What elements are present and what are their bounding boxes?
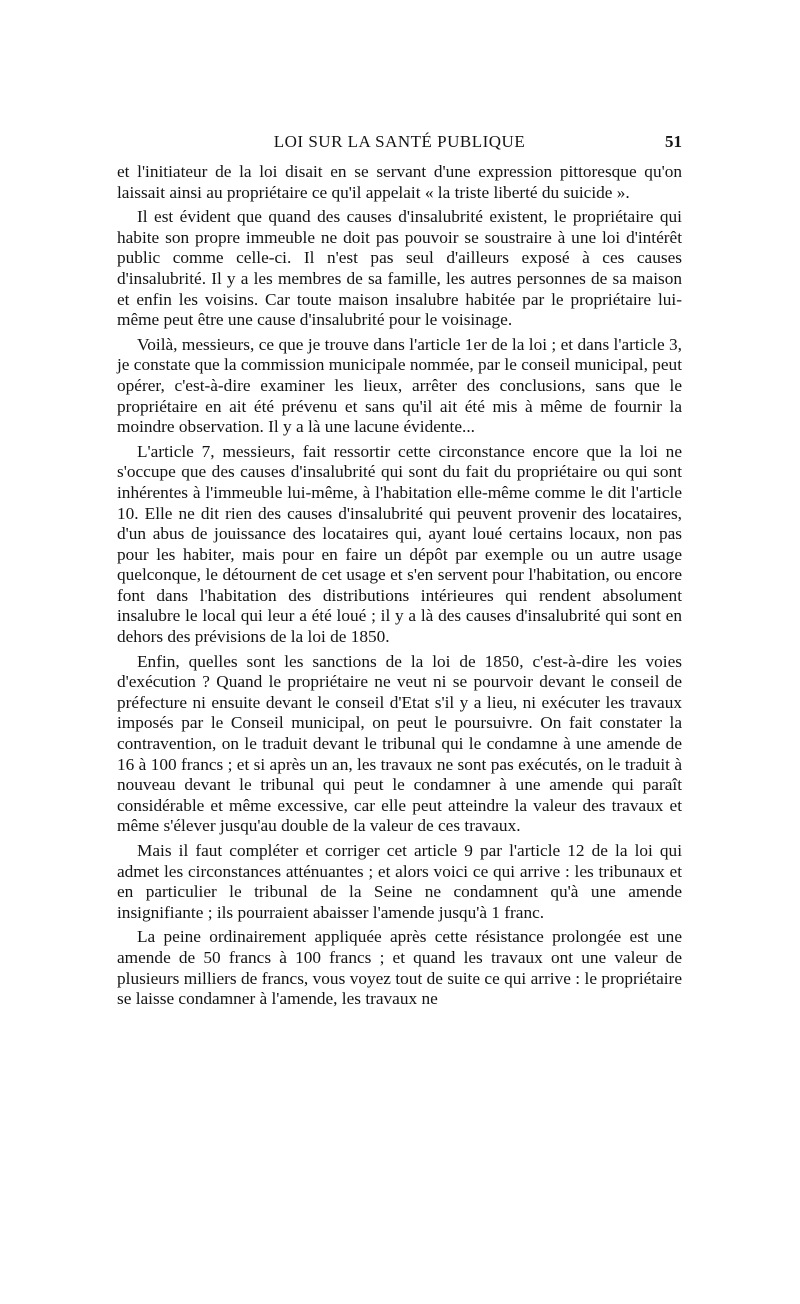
page-number: 51 [665,132,682,151]
running-title: LOI SUR LA SANTÉ PUBLIQUE [273,132,526,151]
paragraph: La peine ordinairement appliquée après cette résistance prolongée est une amende de 50 francs à 100 francs ; et quand les travaux ont une valeur de plusieurs milliers de francs, vous voyez tout de suite ce qui arrive : le propriétaire se laisse condamner à l'amende, les travaux ne [117,927,682,1009]
body-text [117,162,682,1014]
paragraph: Il est évident que quand des causes d'insalubrité existent, le propriétaire qui habite son propre immeuble ne doit pas pouvoir se soustraire à une loi d'intérêt public comme celle-ci. Il n'est pas seul d'ailleurs exposé à ces causes d'insalubrité. Il y a les membres de sa famille, les autres personnes de sa maison et enfin les voisins. Car toute maison insalubre habitée par le propriétaire lui-même peut être une cause d'insalubrité pour le voisinage. [117,207,682,330]
paragraph: Enfin, quelles sont les sanctions de la loi de 1850, c'est-à-dire les voies d'exécution ? Quand le propriétaire ne veut ni se pourvoir devant le conseil de préfecture ni ensuite devant le conseil d'Etat s'il y a lieu, ni exécuter les travaux imposés par le Conseil municipal, on peut le poursuivre. On fait constater la contravention, on le traduit devant le tribunal qui le condamne à une amende de 16 à 100 francs ; et si après un an, les travaux ne sont pas exécutés, on le traduit à nouveau devant le tribunal qui peut le condamner à une amende qui paraît considérable et même excessive, car elle peut atteindre la valeur des travaux et même s'élever jusqu'au double de la valeur de ces travaux. [117,651,682,836]
paragraph: Voilà, messieurs, ce que je trouve dans l'article 1er de la loi ; et dans l'article 3, je constate que la commission municipale nommée, par le conseil municipal, peut opérer, c'est-à-dire examiner les lieux, arrêter des conclusions, sans que le propriétaire en ait été prévenu et sans qu'il ait été mis à même de fournir la moindre observation. Il y a là une lacune évidente... [117,334,682,437]
running-head [117,132,682,156]
paragraph: Mais il faut compléter et corriger cet article 9 par l'article 12 de la loi qui admet les circonstances atténuantes ; et alors voici ce qui arrive : les tribunaux et en particulier le tribunal de la Seine ne condamnent qu'à une amende insignifiante ; ils pourraient abaisser l'amende jusqu'à 1 franc. [117,841,682,922]
paragraph-continuation: et l'initiateur de la loi disait en se servant d'une expression pittoresque qu'on laissait ainsi au propriétaire ce qu'il appelait « la triste liberté du suicide ». [117,162,682,202]
paragraph: L'article 7, messieurs, fait ressortir cette circonstance encore que la loi ne s'occupe que des causes d'insalubrité qui sont du fait du propriétaire ou qui sont inhérentes à l'immeuble lui-même, à l'habitation elle-même comme le dit l'article 10. Elle ne dit rien des causes d'insalubrité qui peuvent provenir des locataires, d'un abus de jouissance des locataires qui, ayant loué certains locaux, non pas pour les habiter, mais pour en faire un dépôt par exemple ou un autre usage quelconque, le détournent de cet usage et s'en servent pour l'habitation, ou encore font dans l'habitation des distributions intérieures qui rendent absolument insalubre le local qui leur a été loué ; il y a là des causes d'insalubrité qui sont en dehors des prévisions de la loi de 1850. [117,441,682,647]
